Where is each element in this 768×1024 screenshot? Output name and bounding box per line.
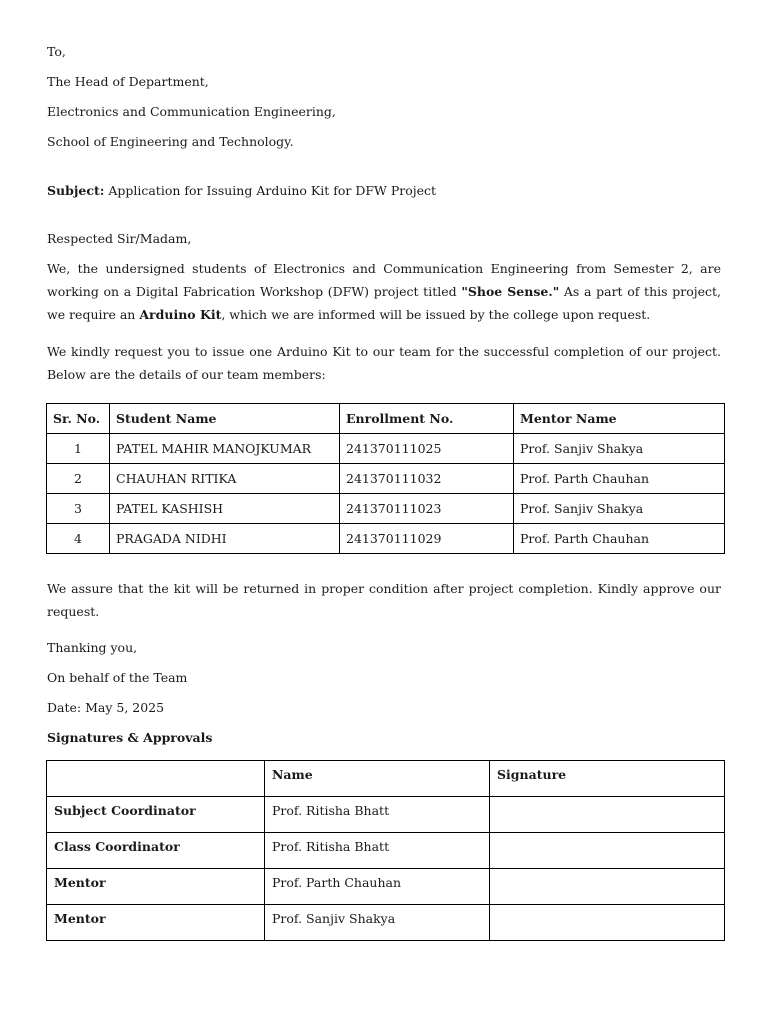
column-header: Signature: [490, 761, 725, 797]
signatures-table: [46, 760, 725, 941]
table-row: [47, 905, 725, 941]
subject-line: [47, 183, 436, 199]
paragraph-1-part-1: We, the undersigned students of Electronics and Communication Engineering from Semester 2, are working on a Digital Fabrication Workshop (DFW) project titled: [47, 261, 721, 299]
letter-date: Date: May 5, 2025: [47, 700, 165, 715]
team-members-table: [46, 403, 725, 554]
signature-cell: [490, 869, 725, 905]
signature-cell: [490, 797, 725, 833]
approver-name-cell: Prof. Ritisha Bhatt: [265, 797, 490, 833]
project-title: "Shoe Sense.": [461, 284, 560, 299]
paragraph-1: [47, 257, 721, 326]
approver-name-cell: Prof. Parth Chauhan: [265, 869, 490, 905]
table-header-row: [47, 404, 725, 434]
table-row: [47, 494, 725, 524]
column-header: Mentor Name: [514, 404, 725, 434]
student-name-cell: PATEL MAHIR MANOJKUMAR: [110, 434, 340, 464]
address-line-1: The Head of Department,: [47, 74, 209, 89]
column-header: Sr. No.: [47, 404, 110, 434]
enrollment-cell: 241370111029: [340, 524, 514, 554]
paragraph-3: We assure that the kit will be returned in proper condition after project completion. Kindly approve our request.: [47, 581, 721, 619]
table-row: [47, 434, 725, 464]
enrollment-cell: 241370111032: [340, 464, 514, 494]
student-name-cell: PRAGADA NIDHI: [110, 524, 340, 554]
role-cell: Mentor: [47, 869, 265, 905]
signature-cell: [490, 833, 725, 869]
table-row: [47, 524, 725, 554]
mentor-name-cell: Prof. Sanjiv Shakya: [514, 494, 725, 524]
role-cell: Subject Coordinator: [47, 797, 265, 833]
sr-no-cell: 4: [47, 524, 110, 554]
address-to: To,: [47, 44, 66, 59]
address-line-3: School of Engineering and Technology.: [47, 134, 294, 149]
column-header: [47, 761, 265, 797]
mentor-name-cell: Prof. Parth Chauhan: [514, 524, 725, 554]
sr-no-cell: 3: [47, 494, 110, 524]
student-name-cell: PATEL KASHISH: [110, 494, 340, 524]
approver-name-cell: Prof. Sanjiv Shakya: [265, 905, 490, 941]
paragraph-1-part-2: As a part of this project, we require an: [47, 284, 721, 322]
table-row: [47, 833, 725, 869]
closing-thanks: Thanking you,: [47, 640, 138, 655]
paragraph-1-part-3: , which we are informed will be issued by the college upon request.: [221, 307, 651, 322]
mentor-name-cell: Prof. Sanjiv Shakya: [514, 434, 725, 464]
kit-name: Arduino Kit: [139, 307, 222, 322]
column-header: Student Name: [110, 404, 340, 434]
subject-label: Subject:: [47, 183, 105, 198]
student-name-cell: CHAUHAN RITIKA: [110, 464, 340, 494]
signature-cell: [490, 905, 725, 941]
column-header: Enrollment No.: [340, 404, 514, 434]
enrollment-cell: 241370111025: [340, 434, 514, 464]
table-header-row: [47, 761, 725, 797]
sr-no-cell: 1: [47, 434, 110, 464]
enrollment-cell: 241370111023: [340, 494, 514, 524]
role-cell: Class Coordinator: [47, 833, 265, 869]
subject-text: Application for Issuing Arduino Kit for DFW Project: [108, 183, 437, 198]
closing-behalf: On behalf of the Team: [47, 670, 188, 685]
paragraph-2: We kindly request you to issue one Arduino Kit to our team for the successful completion of our project. Below are the details of our team members:: [47, 344, 721, 382]
signatures-heading: Signatures & Approvals: [47, 730, 213, 745]
approver-name-cell: Prof. Ritisha Bhatt: [265, 833, 490, 869]
sr-no-cell: 2: [47, 464, 110, 494]
role-cell: Mentor: [47, 905, 265, 941]
table-row: [47, 797, 725, 833]
column-header: Name: [265, 761, 490, 797]
salutation: Respected Sir/Madam,: [47, 231, 192, 246]
mentor-name-cell: Prof. Parth Chauhan: [514, 464, 725, 494]
address-line-2: Electronics and Communication Engineering,: [47, 104, 336, 119]
table-row: [47, 464, 725, 494]
table-row: [47, 869, 725, 905]
